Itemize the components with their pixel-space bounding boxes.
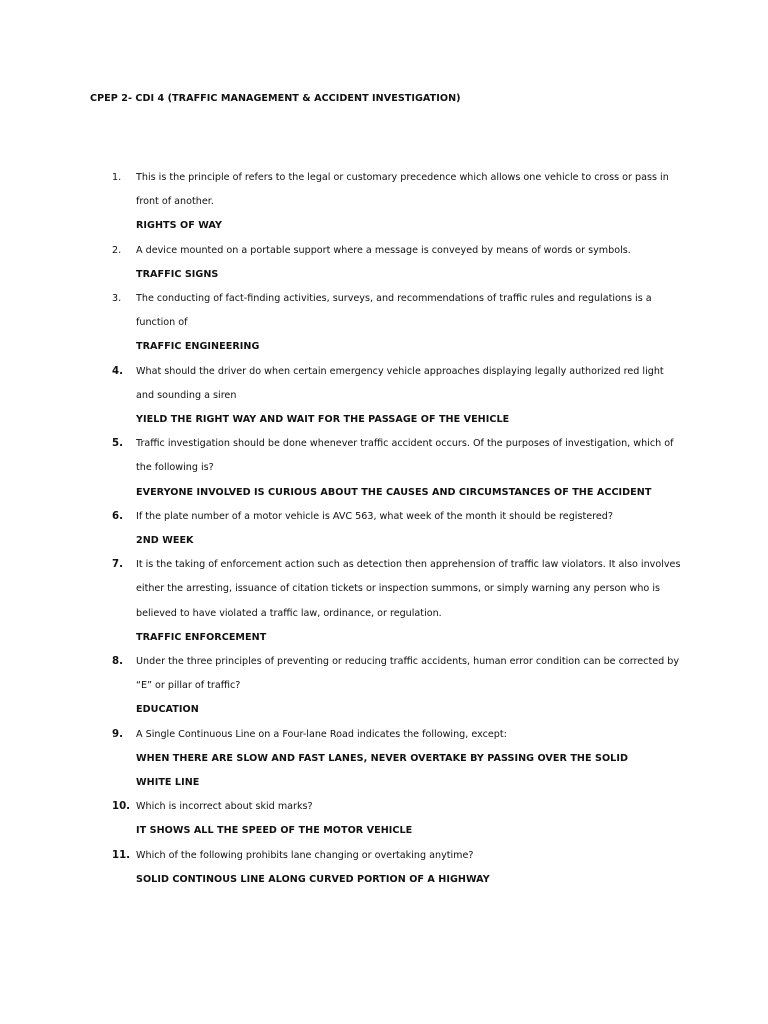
question-item-5 (0, 432, 768, 505)
answer-text: EVERYONE INVOLVED IS CURIOUS ABOUT THE CAUSES AND CIRCUMSTANCES OF THE ACCIDENT (136, 486, 652, 498)
question-item-8 (0, 650, 768, 723)
question-item-11 (0, 844, 768, 892)
question-text: What should the driver do when certain emergency vehicle approaches displaying legally authorized red light and sounding a siren (136, 365, 664, 401)
question-item-1 (0, 166, 768, 239)
question-text: It is the taking of enforcement action such as detection then apprehension of traffic law violators. It also involves either the arresting, issuance of citation tickets or inspection summons, or simply warning any person who is believed to have violated a traffic law, ordinance, or regulation. (136, 559, 681, 619)
question-item-9 (0, 723, 768, 796)
question-item-2 (0, 239, 768, 287)
question-number: 4. (112, 365, 123, 377)
question-text: If the plate number of a motor vehicle is AVC 563, what week of the month it should be registered? (136, 510, 613, 522)
answer-text: TRAFFIC ENFORCEMENT (136, 631, 267, 643)
answer-text: WHEN THERE ARE SLOW AND FAST LANES, NEVER OVERTAKE BY PASSING OVER THE SOLID WHITE LINE (136, 752, 628, 789)
question-item-3 (0, 287, 768, 360)
answer-text: YIELD THE RIGHT WAY AND WAIT FOR THE PASSAGE OF THE VEHICLE (136, 414, 510, 426)
question-text: Under the three principles of preventing or reducing traffic accidents, human error condition can be corrected by “E” or pillar of traffic? (136, 656, 680, 692)
answer-text: 2ND WEEK (136, 535, 194, 547)
answer-text: SOLID CONTINOUS LINE ALONG CURVED PORTION OF A HIGHWAY (136, 873, 490, 885)
question-number: 10. (112, 801, 131, 813)
answer-text: RIGHTS OF WAY (136, 220, 222, 232)
question-number: 9. (112, 728, 123, 740)
question-number: 7. (112, 559, 123, 571)
question-number: 2. (112, 244, 122, 256)
question-text: Which is incorrect about skid marks? (136, 801, 313, 813)
document-title: CPEP 2- CDI 4 (TRAFFIC MANAGEMENT & ACCIDENT INVESTIGATION) (90, 93, 461, 104)
question-number: 5. (112, 438, 123, 450)
question-item-7 (0, 553, 768, 650)
question-number: 3. (112, 293, 122, 305)
question-text: This is the principle of refers to the legal or customary precedence which allows one vehicle to cross or pass in front of another. (136, 172, 669, 208)
question-number: 1. (112, 172, 122, 183)
question-item-4 (0, 360, 768, 433)
question-item-6 (0, 505, 768, 553)
question-text: Traffic investigation should be done whenever traffic accident occurs. Of the purposes of investigation, which of the following is? (136, 438, 674, 474)
question-text: Which of the following prohibits lane changing or overtaking anytime? (136, 849, 474, 861)
question-text: A device mounted on a portable support where a message is conveyed by means of words or symbols. (136, 244, 631, 256)
answer-text: TRAFFIC ENGINEERING (136, 341, 260, 353)
question-text: A Single Continuous Line on a Four-lane Road indicates the following, except: (136, 728, 507, 740)
answer-text: EDUCATION (136, 704, 199, 716)
question-number: 11. (112, 849, 131, 861)
question-list (0, 166, 768, 892)
question-text: The conducting of fact-finding activities, surveys, and recommendations of traffic rules and regulations is a function of (136, 293, 652, 329)
question-number: 6. (112, 510, 123, 522)
question-item-10 (0, 795, 768, 843)
question-number: 8. (112, 656, 123, 668)
answer-text: IT SHOWS ALL THE SPEED OF THE MOTOR VEHICLE (136, 825, 413, 837)
answer-text: TRAFFIC SIGNS (136, 268, 219, 280)
